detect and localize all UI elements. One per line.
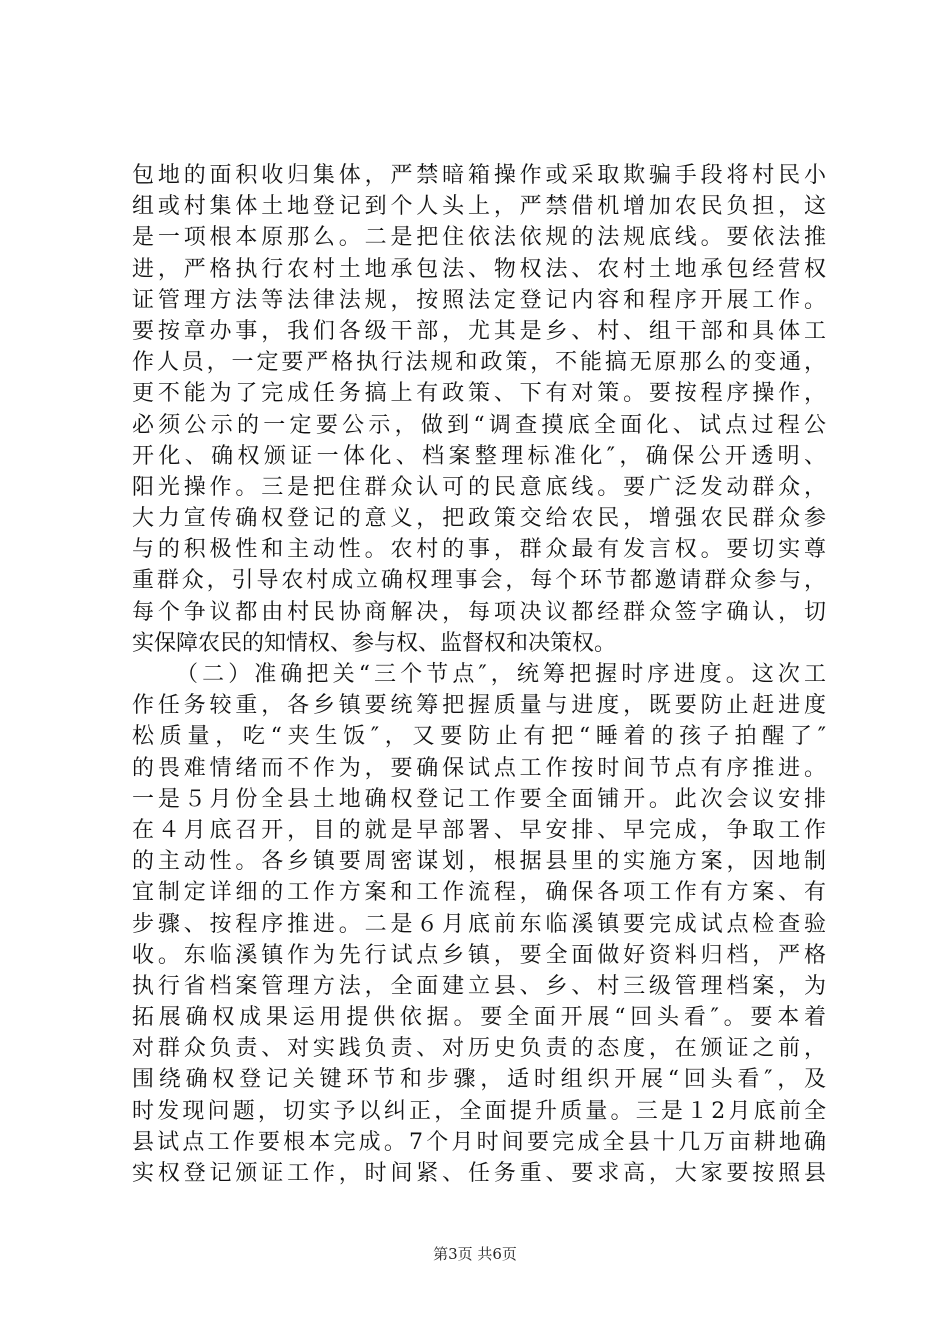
document-body xyxy=(132,160,826,1189)
text-line: 步骤、按程序推进。二是６月底前东临溪镇要完成试点检查验 xyxy=(132,911,826,937)
page-number-footer: 第3页 共6页 xyxy=(433,1245,517,1263)
text-line: 收。东临溪镇作为先行试点乡镇，要全面做好资料归档，严格 xyxy=(132,942,826,968)
text-line: 的畏难情绪而不作为，要确保试点工作按时间节点有序推进。 xyxy=(132,755,826,781)
text-line: 对群众负责、对实践负责、对历史负责的态度，在颁证之前， xyxy=(132,1036,826,1062)
text-line: 松质量，吃“夹生饭″，又要防止有把“睡着的孩子拍醒了″ xyxy=(132,724,826,750)
text-line: 证管理方法等法律法规，按照法定登记内容和程序开展工作。 xyxy=(132,287,826,313)
text-line: 阳光操作。三是把住群众认可的民意底线。要广泛发动群众， xyxy=(132,474,826,500)
text-line: 时发现问题，切实予以纠正，全面提升质量。三是１2月底前全 xyxy=(132,1098,826,1124)
text-line: 的主动性。各乡镇要周密谋划，根据县里的实施方案，因地制 xyxy=(132,849,826,875)
text-line: 必须公示的一定要公示，做到“调查摸底全面化、试点过程公 xyxy=(132,412,826,438)
text-line: 更不能为了完成任务搞上有政策、下有对策。要按程序操作， xyxy=(132,381,826,407)
text-line: 要按章办事，我们各级干部，尤其是乡、村、组干部和具体工 xyxy=(132,318,826,344)
text-line: 实保障农民的知情权、参与权、监督权和决策权。 xyxy=(132,630,617,656)
text-line: 县试点工作要根本完成。7个月时间要完成全县十几万亩耕地确 xyxy=(132,1129,826,1155)
text-line: 进，严格执行农村土地承包法、物权法、农村土地承包经营权 xyxy=(132,256,826,282)
text-line: 开化、确权颁证一体化、档案整理标准化″，确保公开透明、 xyxy=(132,443,826,469)
text-line: 宜制定详细的工作方案和工作流程，确保各项工作有方案、有 xyxy=(132,880,826,906)
text-line: 包地的面积收归集体，严禁暗箱操作或采取欺骗手段将村民小 xyxy=(132,163,826,188)
text-line: 执行省档案管理方法，全面建立县、乡、村三级管理档案，为 xyxy=(132,973,826,999)
text-line: 作人员，一定要严格执行法规和政策，不能搞无原那么的变通， xyxy=(132,350,826,376)
text-line: 重群众，引导农村成立确权理事会，每个环节都邀请群众参与， xyxy=(132,568,826,594)
text-line: 是一项根本原那么。二是把住依法依规的法规底线。要依法推 xyxy=(132,225,826,251)
text-line: 大力宣传确权登记的意义，把政策交给农民，增强农民群众参 xyxy=(132,506,826,532)
text-line: 组或村集体土地登记到个人头上，严禁借机增加农民负担，这 xyxy=(132,194,826,220)
text-line: 一是５月份全县土地确权登记工作要全面铺开。此次会议安排 xyxy=(132,786,826,812)
text-line: 在４月底召开，目的就是早部署、早安排、早完成，争取工作 xyxy=(132,817,826,843)
text-line: 实权登记颁证工作，时间紧、任务重、要求高，大家要按照县 xyxy=(132,1161,826,1186)
text-line: 每个争议都由村民协商解决，每项决议都经群众签字确认，切 xyxy=(132,599,826,625)
text-line: 拓展确权成果运用提供依据。要全面开展“回头看″。要本着 xyxy=(132,1005,826,1031)
section-heading-line: （二）准确把关“三个节点″，统筹把握时序进度。这次工 xyxy=(176,662,826,687)
text-line: 与的积极性和主动性。农村的事，群众最有发言权。要切实尊 xyxy=(132,537,826,563)
text-line: 围绕确权登记关键环节和步骤，适时组织开展“回头看″，及 xyxy=(132,1067,826,1093)
text-line: 作任务较重，各乡镇要统筹把握质量与进度，既要防止赶进度 xyxy=(132,693,826,719)
